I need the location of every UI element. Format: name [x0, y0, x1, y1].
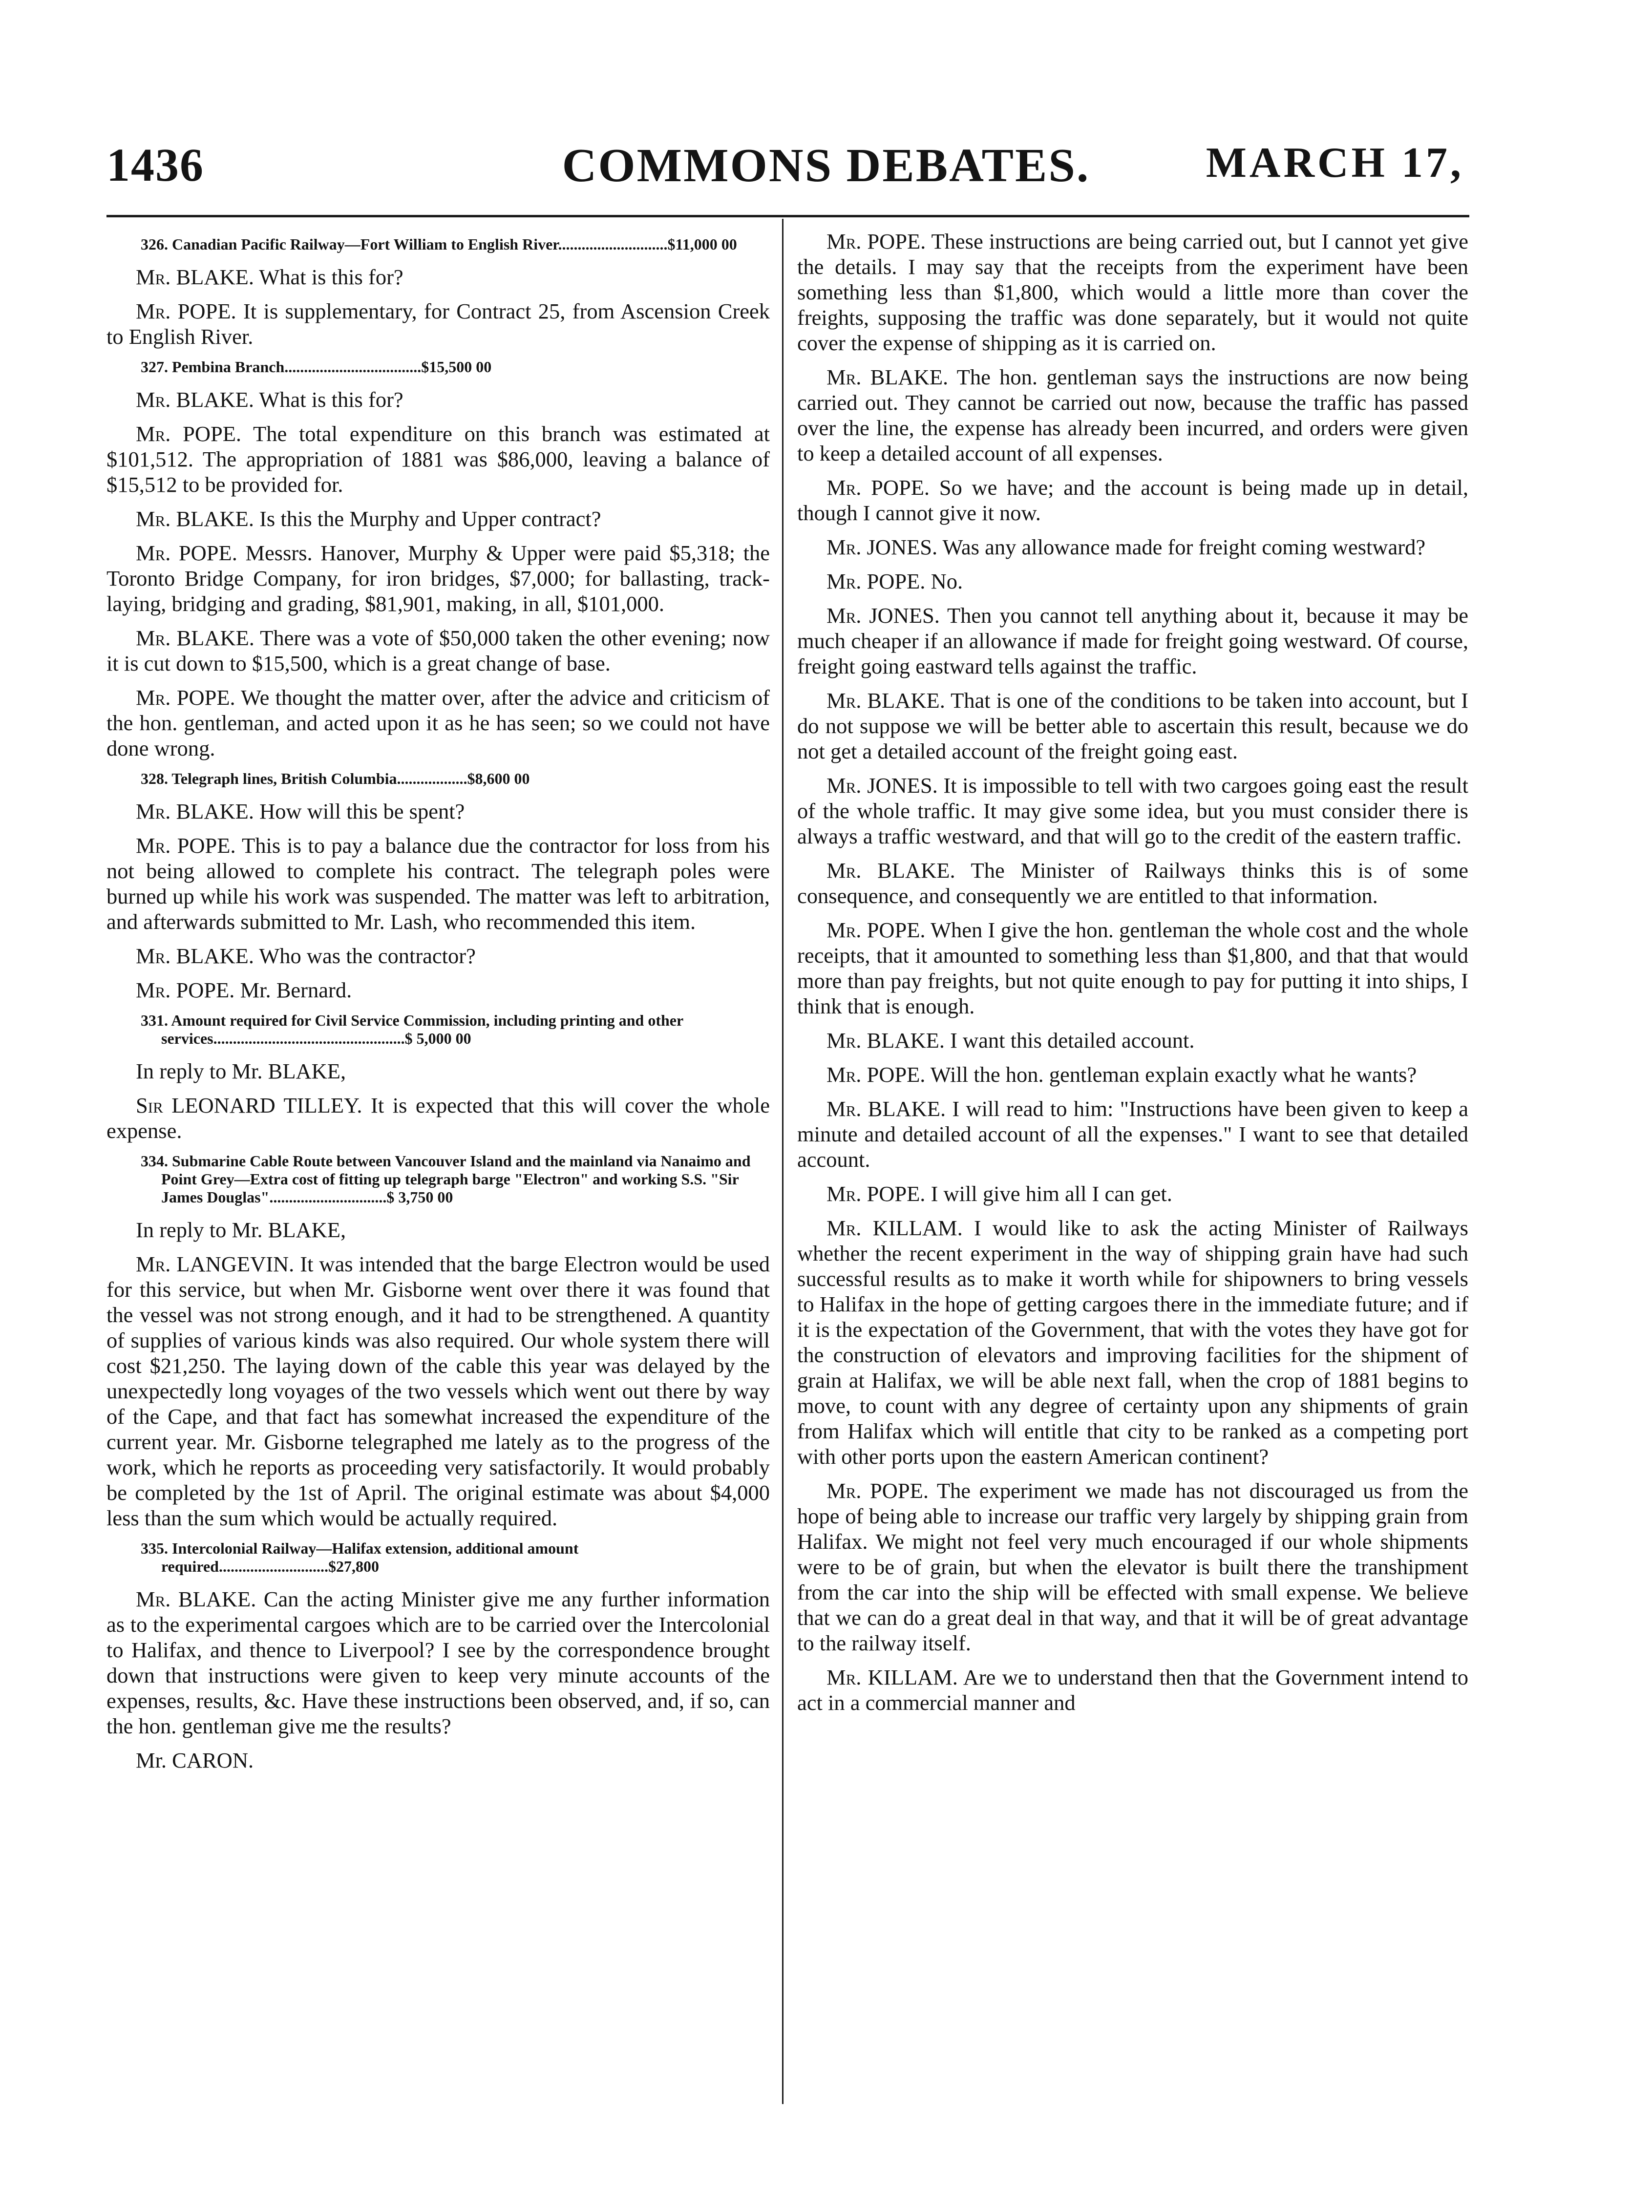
speech-text: These instructions are being carried out, but I cannot yet give the details. I may say that the receipts from the experiment have been something less than $1,800, which would a little more than cover the freights, supposing the traffic was done separately, but it would not quite cover the expense of shipping as it is carried on.	[797, 229, 1468, 355]
reply-line: In reply to Mr. BLAKE,	[136, 1059, 346, 1083]
speech-text: The Minister of Railways thinks this is of some consequence, and consequently we are entitled to that information.	[797, 858, 1468, 908]
speech	[106, 943, 770, 969]
speaker-line: Mr. CARON.	[136, 1748, 254, 1772]
speech-text: It is supplementary, for Contract 25, from Ascension Creek to English River.	[106, 299, 770, 349]
left-column	[106, 229, 770, 1782]
speech-text: The hon. gentleman says the instructions are now being carried out. They cannot be carried out now, because the traffic has passed over the line, the expense has already been incurred, and orders were given to keep a detailed account of all expenses.	[797, 365, 1468, 465]
speaker: Mr. JONES.	[826, 773, 938, 798]
speech-text: Was any allowance made for freight coming westward?	[942, 535, 1426, 559]
speech-text: The experiment we made has not discouraged us from the hope of being able to increase our traffic very largely by shipping grain from Halifax. We might not feel very much encouraged if our whole shipments were to be of grain, but when the elevator is built there the transhipment from the car into the ship will be effected with small expense. We believe that we can do a great deal in that way, and that it will be of great advantage to the railway itself.	[797, 1478, 1468, 1655]
estimate-item: 331. Amount required for Civil Service Commission, including printing and other services.................................................$ 5,000 00	[141, 1011, 683, 1047]
speech	[106, 799, 770, 824]
speaker: Mr. JONES.	[826, 603, 940, 628]
speech-text: There was a vote of $50,000 taken the other evening; now it is cut down to $15,500, which is a great change of base.	[106, 626, 770, 675]
speaker: Mr. BLAKE.	[136, 944, 254, 968]
speech	[797, 603, 1468, 679]
speech	[797, 229, 1468, 356]
speaker: Mr. BLAKE.	[136, 265, 254, 289]
speech	[106, 540, 770, 616]
speech-text: When I give the hon. gentleman the whole cost and the whole receipts, that it amounted to something less than $1,800, and that that would more than pay freights, but not quite enough to pay for putting it into ships, I think that is enough.	[797, 918, 1468, 1018]
speech	[797, 688, 1468, 764]
speech	[797, 1664, 1468, 1715]
speech-text: What is this for?	[259, 265, 403, 289]
speech-text: That is one of the conditions to be taken into account, but I do not suppose we will be better able to ascertain this result, because we do not get a detailed account of the freight going east.	[797, 688, 1468, 763]
estimate-item: 328. Telegraph lines, British Columbia..................$8,600 00	[141, 770, 530, 787]
speech	[106, 387, 770, 412]
speech	[106, 685, 770, 761]
speech-text: I will read to him: "Instructions have been given to keep a minute and detailed account of all the expenses." I want to see that detailed account.	[797, 1096, 1468, 1172]
speech	[797, 569, 1468, 594]
speaker: Mr. POPE.	[826, 918, 926, 942]
speaker: Mr. BLAKE.	[826, 688, 945, 713]
speech-text: Will the hon. gentleman explain exactly what he wants?	[930, 1062, 1417, 1087]
page-number: 1436	[106, 139, 204, 191]
speech	[797, 858, 1468, 908]
speech-text: It was intended that the barge Electron would be used for this service, but when Mr. Gisborne went over there it was found that the vessel was not strong enough, and it had to be strengthened. A quantity of supplies of various kinds was also required. Our whole system there will cost $21,250. The laying down of the cable this year was delayed by the unexpectedly long voyages of the two vessels which went out there by way of the Cape, and that fact has somewhat increased the expenditure of the current year. Mr. Gisborne telegraphed me lately as to the progress of the work, which he reports as proceeding very satisfactorily. It would probably be completed by the 1st of April. The original estimate was about $4,000 less than the sum which would be actually required.	[106, 1252, 770, 1530]
speech-text: How will this be spent?	[259, 799, 465, 823]
speech-text: It is impossible to tell with two cargoes going east the result of the whole traffic. It may give some idea, but you must consider there is always a traffic westward, and that will go to the credit of the eastern traffic.	[797, 773, 1468, 848]
speaker: Mr. POPE.	[826, 1181, 926, 1206]
speaker: Mr. LANGEVIN.	[136, 1252, 295, 1276]
speaker: Mr. POPE.	[826, 1478, 929, 1503]
speech	[797, 475, 1468, 526]
speech	[797, 1028, 1468, 1053]
speech-text: The total expenditure on this branch was estimated at $101,512. The appropriation of 1881 was $86,000, leaving a balance of $15,512 to be provided for.	[106, 421, 770, 497]
estimate-item: 334. Submarine Cable Route between Vancouver Island and the mainland via Nanaimo and Point Grey—Extra cost of fitting up telegraph barge "Electron" and working S.S. "Sir James Douglas"..............................$ 3,750 00	[141, 1152, 751, 1206]
speech-text: Then you cannot tell anything about it, because it may be much cheaper if an allowance if made for freight going westward. Of course, freight going eastward tells against the traffic.	[797, 603, 1468, 678]
header-date: MARCH 17,	[1206, 139, 1464, 187]
speech	[106, 506, 770, 531]
speech	[797, 1096, 1468, 1172]
speech	[106, 421, 770, 497]
speech	[106, 1093, 770, 1143]
speech	[106, 625, 770, 676]
speaker: Mr. JONES.	[826, 535, 938, 559]
speaker: Mr. BLAKE.	[826, 1096, 946, 1121]
speech-text: I will give him all I can get.	[931, 1181, 1172, 1206]
speech	[797, 773, 1468, 849]
speech-text: I want this detailed account.	[950, 1028, 1195, 1053]
speech	[797, 917, 1468, 1019]
speech-text: So we have; and the account is being made up in detail, though I cannot give it now.	[797, 475, 1469, 525]
speech	[106, 1586, 770, 1739]
speech	[797, 1062, 1468, 1087]
estimate-item: 335. Intercolonial Railway—Halifax extension, additional amount required............................$27,800	[141, 1539, 579, 1575]
speech	[106, 1251, 770, 1531]
speaker: Mr. POPE.	[826, 1062, 926, 1087]
speaker: Mr. POPE.	[136, 978, 235, 1002]
speech	[106, 977, 770, 1003]
speech-text: No.	[931, 569, 963, 593]
estimate-item: 327. Pembina Branch...................................$15,500 00	[141, 358, 492, 376]
speaker: Mr. POPE.	[136, 833, 236, 858]
speaker: Mr. POPE.	[136, 685, 235, 710]
speech-text: This is to pay a balance due the contractor for loss from his not being allowed to complete his contract. The telegraph poles were burned up while his work was suspended. The matter was left to arbitration, and afterwards submitted to Mr. Lash, who recommended this item.	[106, 833, 770, 934]
speech	[106, 298, 770, 349]
speaker: Mr. BLAKE.	[826, 365, 949, 389]
speech-text: We thought the matter over, after the advice and criticism of the hon. gentleman, and acted upon it as he has seen; so we could not have done wrong.	[106, 685, 770, 760]
speaker: Mr. POPE.	[826, 569, 926, 593]
speech-text: Messrs. Hanover, Murphy & Upper were paid $5,318; the Toronto Bridge Company, for iron bridges, $7,000; for ballasting, track-laying, bridging and grading, $81,901, making, in all, $101,000.	[106, 541, 770, 616]
speech-text: What is this for?	[259, 387, 403, 412]
speech	[797, 1215, 1468, 1469]
speech	[797, 1181, 1468, 1206]
column-divider	[782, 219, 784, 2104]
speech	[797, 534, 1468, 560]
page-title: COMMONS DEBATES.	[562, 139, 1090, 192]
speaker: Mr. POPE.	[136, 299, 236, 323]
speaker: Mr. BLAKE.	[826, 858, 955, 883]
speaker: Mr. BLAKE.	[136, 799, 254, 823]
speech	[797, 1478, 1468, 1656]
reply-line: In reply to Mr. BLAKE,	[136, 1218, 346, 1242]
speaker: Sir LEONARD TILLEY.	[136, 1093, 362, 1117]
speech-text: Are we to understand then that the Government intend to act in a commercial manner and	[797, 1665, 1469, 1715]
speech-text: Mr. Bernard.	[240, 978, 352, 1002]
speaker: Mr. POPE.	[136, 541, 237, 565]
speech-text: Who was the contractor?	[259, 944, 476, 968]
speaker: Mr. POPE.	[826, 229, 926, 253]
speaker: Mr. BLAKE.	[136, 387, 254, 412]
speech-text: Is this the Murphy and Upper contract?	[259, 506, 601, 531]
speech-text: It is expected that this will cover the whole expense.	[106, 1093, 770, 1143]
speech	[106, 833, 770, 934]
speech-text: I would like to ask the acting Minister of Railways whether the recent experiment in the way of shipping grain have had such successful results as to make it worth while for shipowners to bring vessels to Halifax in the hope of getting cargoes there in the immediate future; and if it is the expectation of the Government, that with the votes they have got for the construction of elevators and improving facilities for the shipment of grain at Halifax, we will be able next fall, when the crop of 1881 begins to move, to count with any degree of certainty upon any shipments of grain from Halifax which will entitle that city to be ranked as a competing port with other ports upon the eastern American continent?	[797, 1216, 1468, 1469]
speaker: Mr. BLAKE.	[136, 506, 254, 531]
speech	[106, 264, 770, 290]
speech-text: Can the acting Minister give me any further information as to the experimental cargoes which are to be carried over the Intercolonial to Halifax, and thence to Liverpool? I see by the correspondence brought down that instructions were given to keep very minute accounts of the expenses, results, &c. Have these instructions been observed, and, if so, can the hon. gentleman give me the results?	[106, 1587, 770, 1738]
speaker: Mr. KILLAM.	[826, 1665, 958, 1689]
speaker: Mr. BLAKE.	[826, 1028, 945, 1053]
speaker: Mr. POPE.	[136, 421, 242, 446]
right-column	[797, 229, 1468, 1724]
speaker: Mr. KILLAM.	[826, 1216, 963, 1240]
speaker: Mr. POPE.	[826, 475, 930, 500]
speech	[797, 364, 1468, 466]
speaker: Mr. BLAKE.	[136, 626, 254, 650]
speaker: Mr. BLAKE.	[136, 1587, 256, 1611]
estimate-item: 326. Canadian Pacific Railway—Fort William to English River............................$11,000 00	[141, 235, 737, 253]
header-rule	[106, 215, 1469, 217]
